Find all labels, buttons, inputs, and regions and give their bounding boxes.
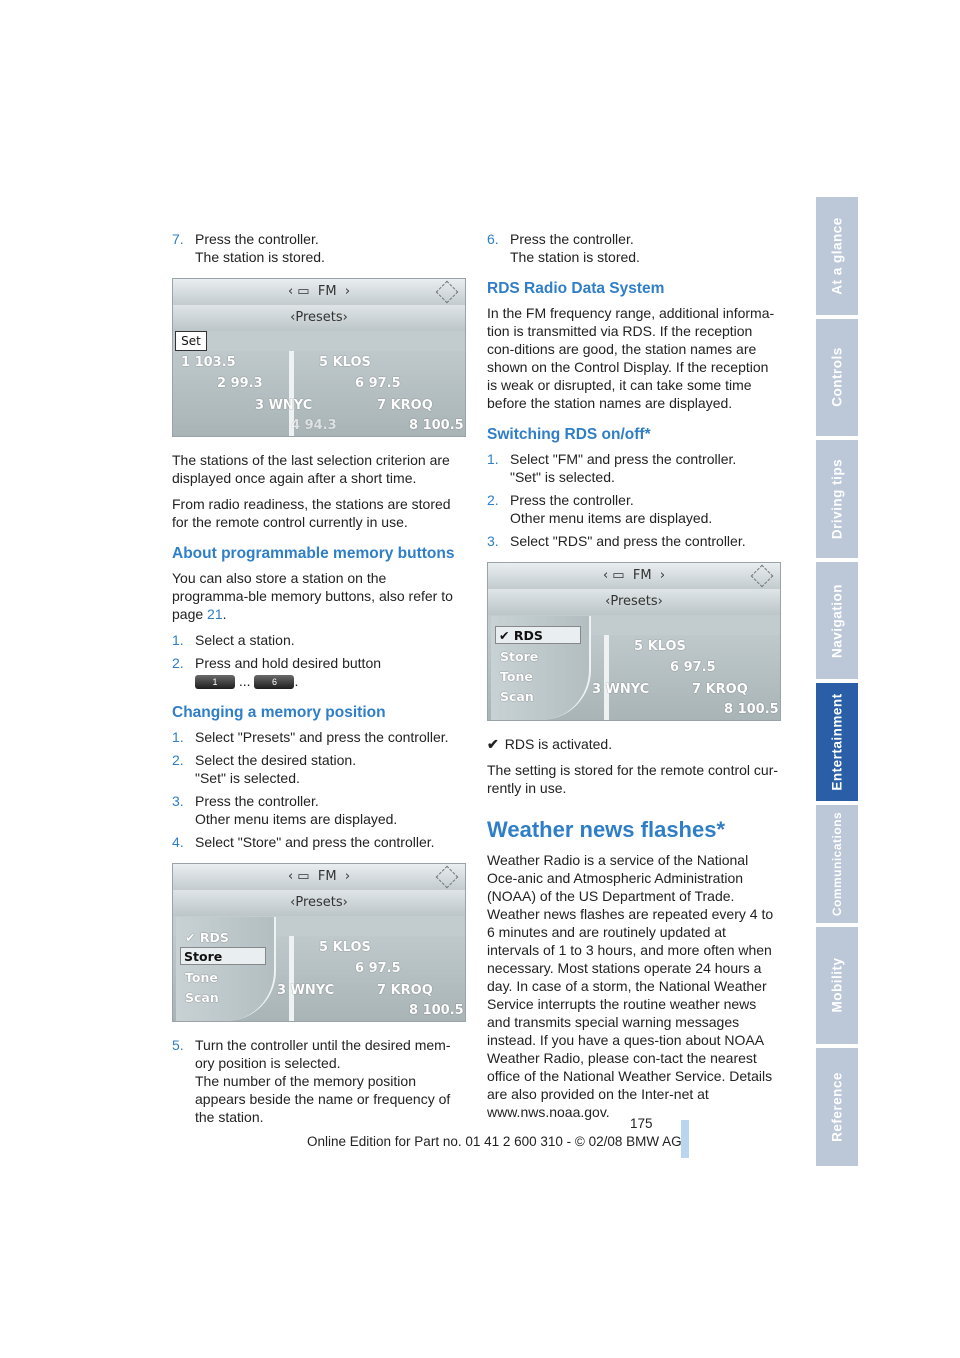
step-text: Select "FM" and press the controller. xyxy=(510,451,737,467)
presets-label: Presets xyxy=(610,594,658,609)
presets-bar: ‹ Presets › xyxy=(173,890,465,916)
menu-item-rds[interactable]: ✔ RDS xyxy=(495,626,581,644)
prog-step-1 xyxy=(172,631,464,649)
station-3: 3 WNYC xyxy=(277,983,335,998)
presets-bar: ‹ Presets › xyxy=(488,589,780,615)
menu-item-tone[interactable]: Tone xyxy=(185,970,218,985)
paragraph xyxy=(172,569,464,623)
step-7 xyxy=(172,230,464,266)
step-result: The station is stored. xyxy=(510,249,640,265)
memory-button-1-icon: 1 xyxy=(195,675,235,689)
tab-label: Reference xyxy=(829,1072,845,1142)
step-number: 7. xyxy=(172,231,184,247)
screenshot-set xyxy=(172,278,466,437)
step-number: 6. xyxy=(487,231,499,247)
rds-activated-text: RDS is activated. xyxy=(504,736,613,752)
band-label: FM xyxy=(632,568,652,583)
step-result: "Set" is selected. xyxy=(510,469,615,485)
tab-navigation[interactable] xyxy=(816,562,858,684)
text: You can also store a station on the programma-ble memory buttons, also refer to page xyxy=(172,570,453,622)
step-result: Other menu items are displayed. xyxy=(195,811,398,827)
station-1: 1 103.5 xyxy=(181,355,236,370)
station-5: 5 KLOS xyxy=(319,355,371,370)
paragraph: From radio readiness, the stations are stored for the remote control currently in use. xyxy=(172,496,451,530)
right-column xyxy=(487,230,780,1129)
menu-label: RDS xyxy=(513,628,543,643)
tab-label: Entertainment xyxy=(829,693,845,791)
screenshot-store xyxy=(172,863,466,1022)
change-step-2 xyxy=(172,751,464,787)
prog-step-2 xyxy=(172,654,464,690)
page-link[interactable]: 21 xyxy=(207,606,223,622)
heading-changing: Changing a memory position xyxy=(172,704,386,721)
menu-item-rds[interactable]: ✔ RDS xyxy=(185,930,229,945)
check-icon: ✔ xyxy=(487,736,499,752)
tab-label: At a glance xyxy=(829,217,845,295)
station-6: 6 97.5 xyxy=(355,961,401,976)
text: . xyxy=(222,606,227,622)
band-bar: ‹ ▭ FM › xyxy=(488,563,780,589)
rds-step-2 xyxy=(487,491,780,527)
tab-label: Controls xyxy=(829,347,845,408)
step-result: The station is stored. xyxy=(195,249,325,265)
menu-item-scan[interactable]: Scan xyxy=(185,990,219,1005)
paragraph: The stations of the last selection criterion are displayed once again after a short time. xyxy=(172,452,450,486)
text: . xyxy=(294,673,299,689)
band-label: FM xyxy=(317,869,337,884)
step-result: "Set" is selected. xyxy=(195,770,300,786)
step-number: 5. xyxy=(172,1037,184,1053)
station-3: 3 WNYC xyxy=(255,398,313,413)
station-8: 8 100.5 xyxy=(409,418,464,433)
rds-step-1 xyxy=(487,450,780,486)
tab-label: Communications xyxy=(830,811,844,916)
station-2: 2 99.3 xyxy=(217,376,263,391)
menu-strip xyxy=(173,331,465,351)
step-text: Select "Presets" and press the controller. xyxy=(195,729,449,745)
station-3: 3 WNYC xyxy=(592,682,650,697)
heading-switching-rds: Switching RDS on/off* xyxy=(487,426,651,443)
station-8: 8 100.5 xyxy=(724,702,779,717)
step-text: Select the desired station. xyxy=(195,752,357,768)
paragraph: In the FM frequency range, additional informa-tion is transmitted via RDS. If the reception con-ditions are good, the station names are shown on the Control Display. If the reception is weak or disrupted, it can take some time before the station names are displayed. xyxy=(487,305,775,411)
step-number: 3. xyxy=(487,533,499,549)
menu-label: RDS xyxy=(199,930,229,945)
tab-label: Driving tips xyxy=(829,458,845,540)
heading-rds: RDS Radio Data System xyxy=(487,280,665,297)
rds-status xyxy=(487,735,780,753)
screenshot-rds xyxy=(487,562,781,721)
options-menu xyxy=(491,616,591,720)
footer: Online Edition for Part no. 01 41 2 600 310 - © 02/08 BMW AG xyxy=(307,1134,682,1149)
tab-label: Navigation xyxy=(829,583,845,658)
tab-communications[interactable] xyxy=(816,805,858,927)
band-bar: ‹ ▭ FM › xyxy=(173,279,465,305)
page-number: 175 xyxy=(630,1116,653,1131)
tab-reference[interactable] xyxy=(816,1048,858,1170)
grid-divider xyxy=(604,635,609,720)
step-text: Select "RDS" and press the controller. xyxy=(510,533,746,549)
tab-mobility[interactable] xyxy=(816,927,858,1049)
presets-label: Presets xyxy=(295,895,343,910)
tab-driving-tips[interactable] xyxy=(816,440,858,562)
step-result: The number of the memory position appears beside the name or frequency of the station. xyxy=(195,1073,451,1125)
station-7: 7 KROQ xyxy=(377,398,433,413)
memory-buttons xyxy=(195,672,381,690)
band-label: FM xyxy=(317,284,337,299)
set-label: Set xyxy=(175,331,207,351)
change-step-3 xyxy=(172,792,464,828)
station-7: 7 KROQ xyxy=(692,682,748,697)
station-8: 8 100.5 xyxy=(409,1003,464,1018)
change-step-1 xyxy=(172,728,464,746)
step-text: Press and hold desired button xyxy=(195,655,382,671)
step-number: 3. xyxy=(172,793,184,809)
step-number: 4. xyxy=(172,834,184,850)
step-text: Select a station. xyxy=(195,632,295,648)
tab-label: Mobility xyxy=(829,957,845,1013)
paragraph: Weather Radio is a service of the National Oce-anic and Atmospheric Administration (NOAA) of the US Department of Trade. Weather news flashes are repeated every 4 to 6 minutes and are routinely updated at intervals of 1 to 3 hours, and more often when necessary. Most stations operate 24 hours a day. In case of a storm, the National Weather Service interrupts the routine weather news and transmits special warning messages instead. If you have a ques-tion about NOAA Weather Radio, please con-tact the nearest office of the National Weather Service. Details are also provided on the Inter-net at www.nws.noaa.gov. xyxy=(487,852,774,1120)
step-5 xyxy=(172,1036,464,1126)
step-text: Turn the controller until the desired mem-ory position is selected. xyxy=(195,1037,451,1071)
step-text: Press the controller. xyxy=(195,793,319,809)
presets-label: Presets xyxy=(295,310,343,325)
step-number: 1. xyxy=(172,632,184,648)
options-menu xyxy=(176,917,276,1021)
station-6: 6 97.5 xyxy=(355,376,401,391)
tab-at-a-glance[interactable] xyxy=(816,197,858,319)
station-5: 5 KLOS xyxy=(634,639,686,654)
station-6: 6 97.5 xyxy=(670,660,716,675)
paragraph: The setting is stored for the remote control cur-rently in use. xyxy=(487,762,779,796)
step-number: 2. xyxy=(172,655,184,671)
tab-entertainment[interactable] xyxy=(816,683,858,805)
left-column xyxy=(172,230,464,1131)
step-number: 1. xyxy=(172,729,184,745)
step-number: 1. xyxy=(487,451,499,467)
station-4: 4 94.3 xyxy=(291,418,337,433)
heading-weather: Weather news flashes* xyxy=(487,817,726,842)
station-5: 5 KLOS xyxy=(319,940,371,955)
heading-programmable: About programmable memory buttons xyxy=(172,545,455,562)
step-number: 2. xyxy=(487,492,499,508)
step-result: Other menu items are displayed. xyxy=(510,510,713,526)
step-number: 2. xyxy=(172,752,184,768)
step-6 xyxy=(487,230,780,266)
presets-bar: ‹ Presets › xyxy=(173,305,465,331)
page-marker xyxy=(681,1120,689,1158)
section-tabs xyxy=(816,197,858,1170)
step-text: Press the controller. xyxy=(510,231,634,247)
step-text: Select "Store" and press the controller. xyxy=(195,834,435,850)
tab-controls[interactable] xyxy=(816,319,858,441)
menu-item-tone[interactable]: Tone xyxy=(500,669,533,684)
menu-item-store[interactable]: Store xyxy=(180,947,266,965)
ellipsis: ... xyxy=(235,673,255,689)
menu-item-store[interactable]: Store xyxy=(500,649,539,664)
step-text: Press the controller. xyxy=(510,492,634,508)
grid-divider xyxy=(289,936,294,1021)
rds-step-3 xyxy=(487,532,780,550)
memory-button-6-icon: 6 xyxy=(254,675,294,689)
step-text: Press the controller. xyxy=(195,231,319,247)
band-bar: ‹ ▭ FM › xyxy=(173,864,465,890)
change-step-4 xyxy=(172,833,464,851)
station-7: 7 KROQ xyxy=(377,983,433,998)
menu-item-scan[interactable]: Scan xyxy=(500,689,534,704)
